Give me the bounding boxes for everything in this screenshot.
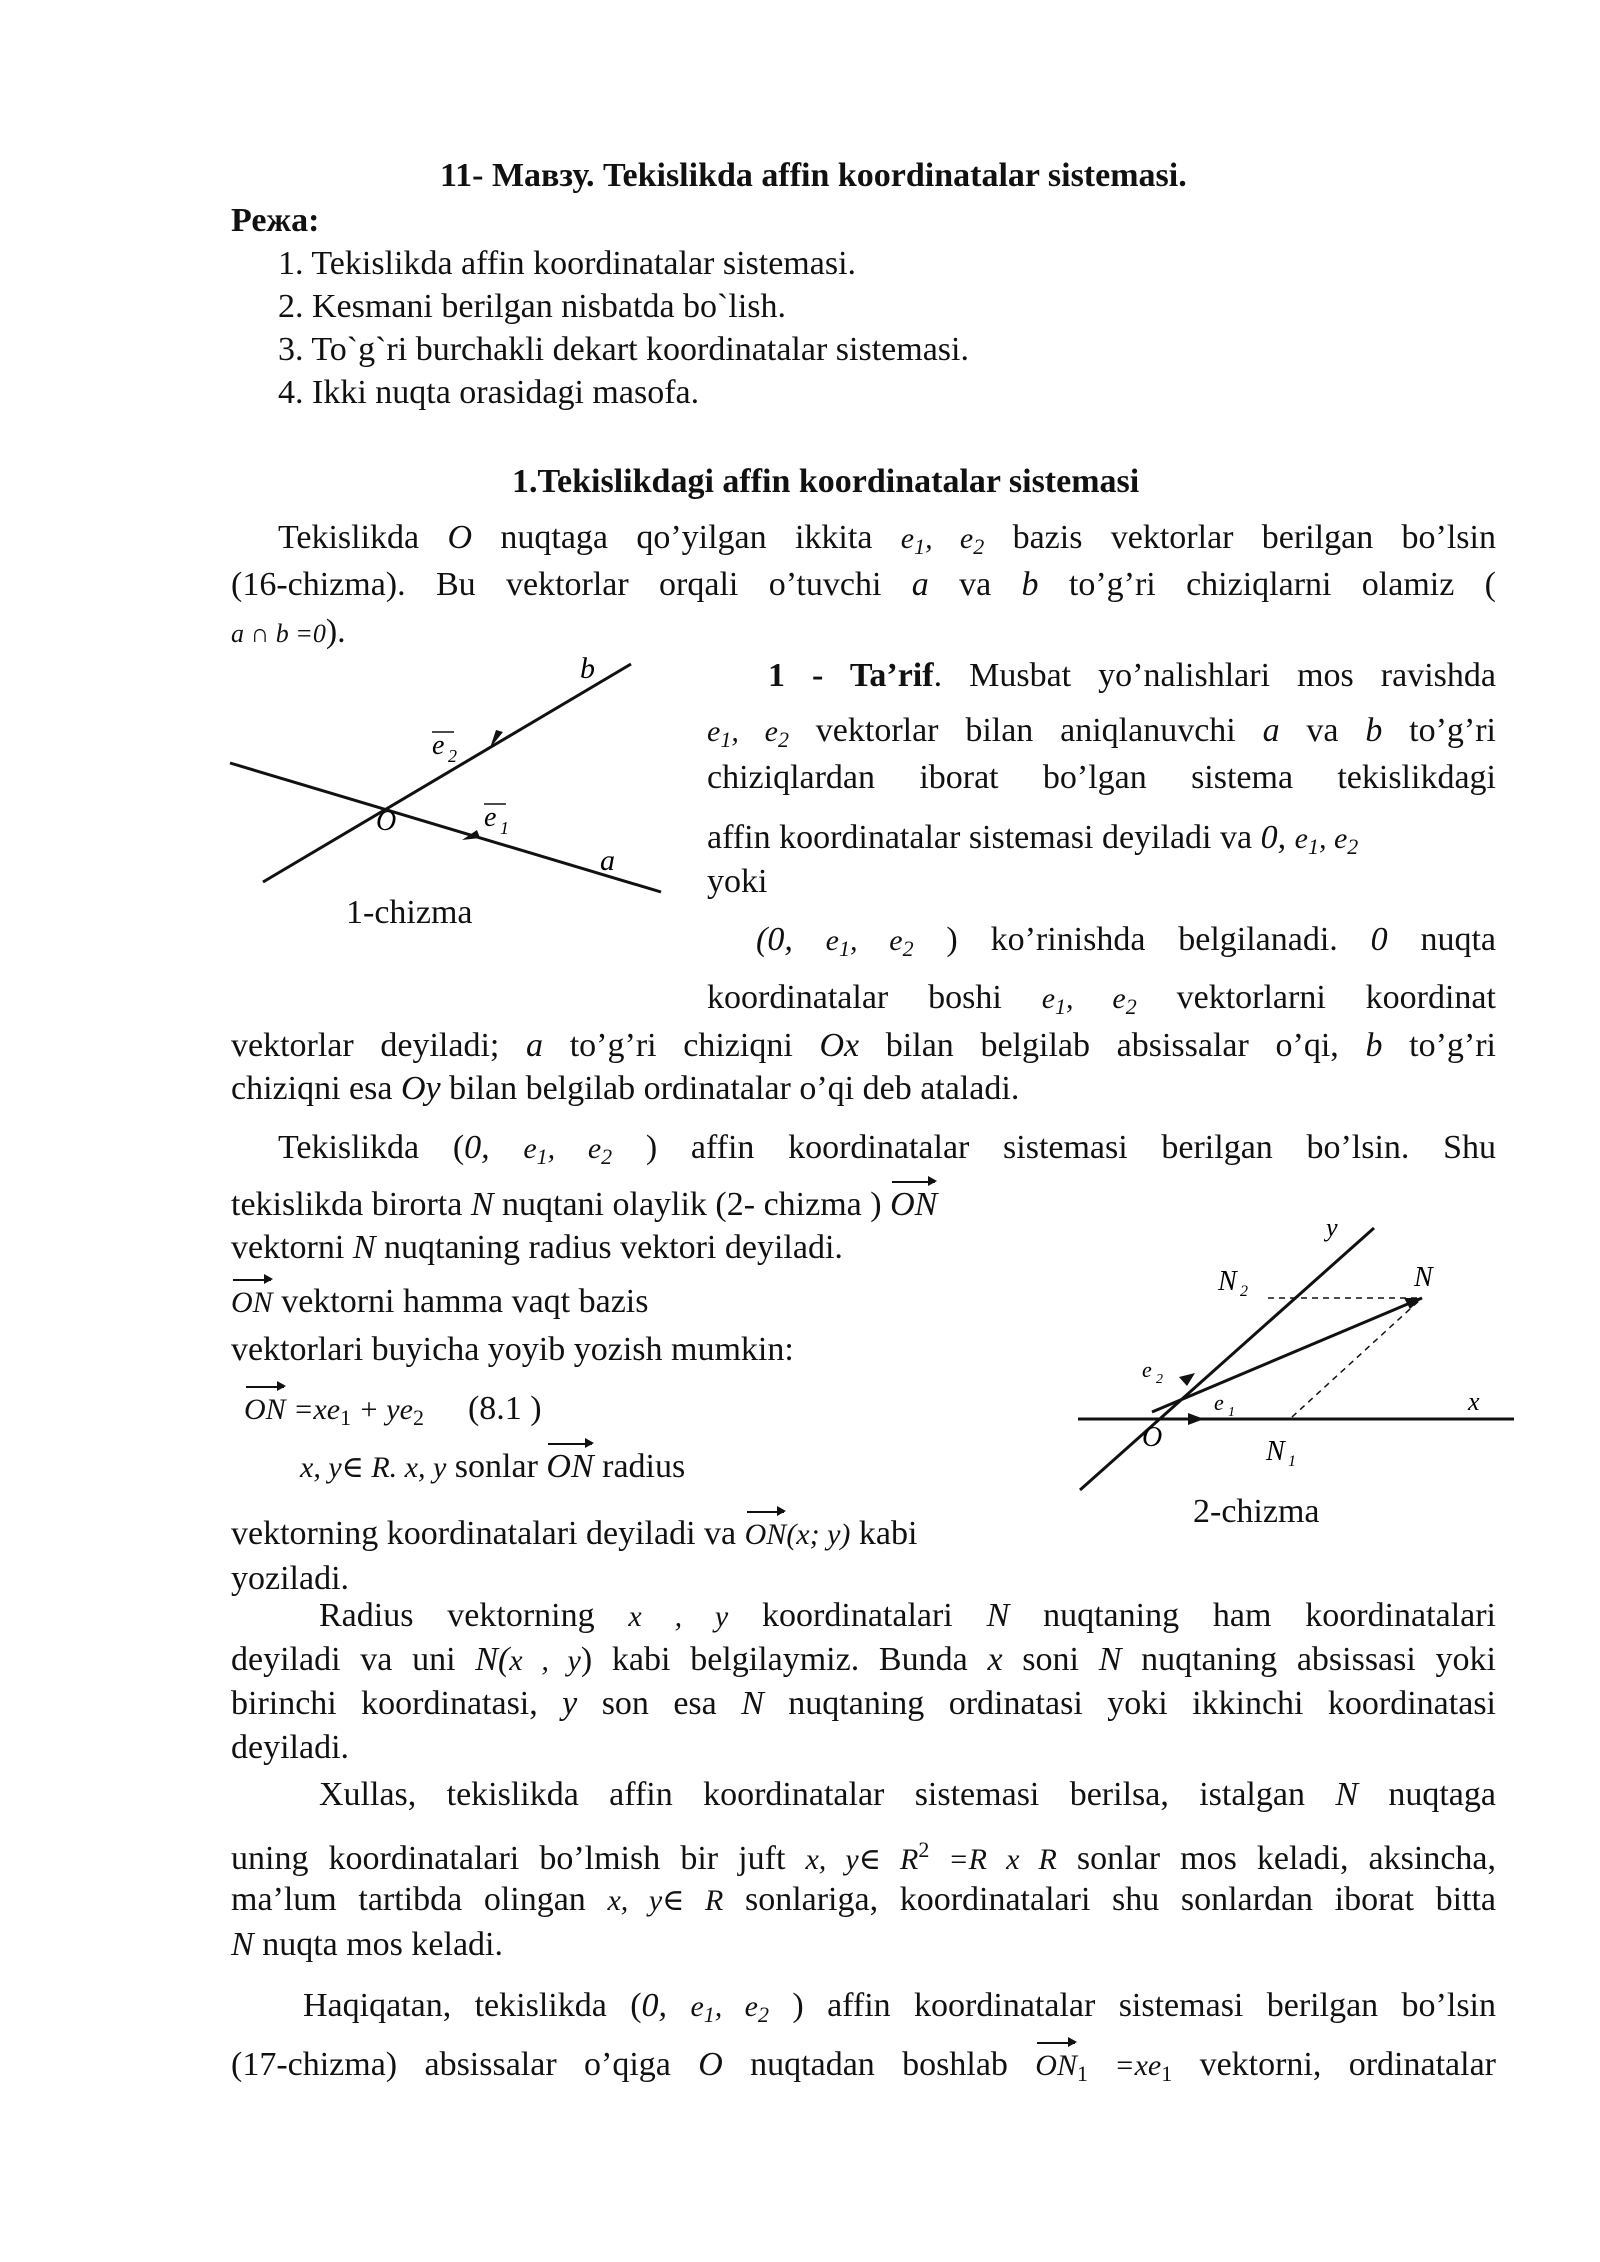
text-line: (17-chizma) absissalar o’qiga O nuqtadan boshlab $ON_1 =xe_1$ vektorni, ordinatalar: [231, 2046, 1496, 2086]
plan-item: 4. Ikki nuqta orasidagi masofa.: [278, 374, 700, 411]
svg-text:2: 2: [1240, 1283, 1248, 1300]
label-e1: e: [484, 802, 497, 833]
text-line: koordinatalar boshi $e_1$, $e_2$ vektorlarni koordinat: [707, 979, 1496, 1019]
basis-e1-e2: $e_1$, $e_2$: [1294, 822, 1359, 859]
basis-e1-e2: $e_1$, $e_2$: [707, 715, 789, 752]
text-line: Xullas, tekislikda affin koordinatalar sistemasi berilsa, istalgan N nuqtaga: [319, 1776, 1496, 1813]
plan-item: 2. Kesmani berilgan nisbatda bo`lish.: [278, 288, 787, 325]
text-line: Haqiqatan, tekislikda (0, $e_1$, $e_2$ ) affin koordinatalar sistemasi berilgan bo’lsin: [303, 1987, 1496, 2027]
label-n2: N: [1218, 1266, 1237, 1297]
label-b: b: [580, 652, 595, 685]
basis-e1-e2: $e_1$, $e_2$: [825, 924, 914, 961]
text-line: vektorni N nuqtaning radius vektori deyiladi.: [231, 1229, 843, 1266]
label-e2: e: [432, 730, 445, 761]
basis-e1-e2: $e_1$, $e_2$: [900, 522, 985, 559]
svg-text:1: 1: [1288, 1453, 1296, 1470]
plan-item: 3. To`g`ri burchakli dekart koordinatalar sistemasi.: [278, 331, 969, 368]
text-line: yoziladi.: [231, 1560, 350, 1597]
text-line: birinchi koordinatasi, y son esa N nuqtaning ordinatasi yoki ikkinchi koordinatasi: [231, 1685, 1496, 1722]
text-line: affin koordinatalar sistemasi deyiladi va 0, $e_1$, $e_2$: [707, 819, 1359, 859]
text-line: ON vektorni hamma vaqt bazis: [231, 1282, 648, 1323]
section-title: 1.Tekislikdagi affin koordinatalar sistemasi: [512, 463, 1140, 500]
svg-text:1: 1: [1228, 1405, 1235, 1420]
text-line: vektorlar deyiladi; a to’g’ri chiziqni Ox bilan belgilab absissalar o’qi, b to’g’ri: [231, 1027, 1497, 1064]
text-line: Radius vektorning x , y koordinatalari N nuqtaning ham koordinatalari: [319, 1597, 1496, 1634]
text-line: ma’lum tartibda olingan x, y∈ R sonlariga, koordinatalari shu sonlardan iborat bitta: [231, 1881, 1497, 1918]
text-line: 1 - Ta’rif. Musbat yo’nalishlari mos ravishda: [768, 657, 1496, 694]
basis-e1-e2: $e_1$, $e_2$: [523, 1132, 613, 1169]
figure-2: [1070, 1210, 1520, 1500]
plan-label: Режа:: [231, 202, 320, 239]
text-line: deyiladi va uni N(x , y) kabi belgilaymiz. Bunda x soni N nuqtaning absissasi yoki: [231, 1641, 1497, 1678]
text-line: uning koordinatalari bo’lmish bir juft x, y∈ $R^2 =R$ x R sonlar mos keladi, aksincha,: [231, 1837, 1497, 1877]
svg-text:2: 2: [1156, 1372, 1163, 1387]
label-y: y: [1326, 1213, 1338, 1242]
text-line: yoki: [707, 863, 768, 900]
text-line: Tekislikda (0, $e_1$, $e_2$ ) affin koordinatalar sistemasi berilgan bo’lsin. Shu: [278, 1129, 1496, 1169]
label-a: a: [600, 844, 615, 877]
basis-e1-e2: $e_1$, $e_2$: [1041, 982, 1137, 1019]
label-o: O: [376, 806, 397, 837]
label-n: N: [1414, 1262, 1433, 1293]
text-line: chiziqni esa Oy bilan belgilab ordinatalar o’qi deb ataladi.: [231, 1070, 1020, 1107]
text-line: tekislikda birorta N nuqtani olaylik (2- chizma ) ON: [231, 1186, 938, 1223]
text-line: deyiladi.: [231, 1729, 350, 1766]
text-line: N nuqta mos keladi.: [231, 1926, 503, 1963]
label-e2: e: [1142, 1357, 1152, 1382]
svg-text:2: 2: [448, 746, 457, 766]
label-e1: e: [1214, 1390, 1224, 1415]
label-x: x: [1468, 1387, 1480, 1416]
page-title: 11- Мавзу. Tekislikda affin koordinatalar sistemasi.: [440, 157, 1187, 194]
text-line: $e_1$, $e_2$ vektorlar bilan aniqlanuvchi a va b to’g’ri: [707, 712, 1496, 752]
text-line: vektorning koordinatalari deyiladi va ON(x; y) kabi: [231, 1514, 917, 1555]
formula-8-1: ON $=xe_1 + ye_2$ (8.1 ): [244, 1390, 542, 1430]
text-line: Tekislikda O nuqtaga qo’yilgan ikkita $e_1$, $e_2$ bazis vektorlar berilgan bo’lsin: [278, 519, 1496, 559]
text-line: vektorlari buyicha yoyib yozish mumkin:: [231, 1331, 794, 1368]
text-line: chiziqlardan iborat bo’lgan sistema tekislikdagi: [707, 759, 1496, 796]
figure-2-caption: 2-chizma: [1193, 1493, 1320, 1530]
label-n1: N: [1266, 1436, 1285, 1467]
text-line: a ∩ b =0).: [231, 613, 346, 650]
figure-1-caption: 1-chizma: [346, 894, 473, 931]
text-line: (0, $e_1$, $e_2$ ) ko’rinishda belgilanadi. 0 nuqta: [756, 921, 1496, 961]
label-o: O: [1142, 1422, 1163, 1453]
plan-item: 1. Tekislikda affin koordinatalar sistemasi.: [278, 245, 857, 282]
text-line: x, y∈ R. x, y sonlar ON radius: [300, 1448, 686, 1485]
text-line: (16-chizma). Bu vektorlar orqali o’tuvchi a va b to’g’ri chiziqlarni olamiz (: [231, 566, 1496, 603]
basis-e1-e2: $e_1$, $e_2$: [690, 1990, 769, 2027]
svg-text:1: 1: [500, 818, 509, 838]
